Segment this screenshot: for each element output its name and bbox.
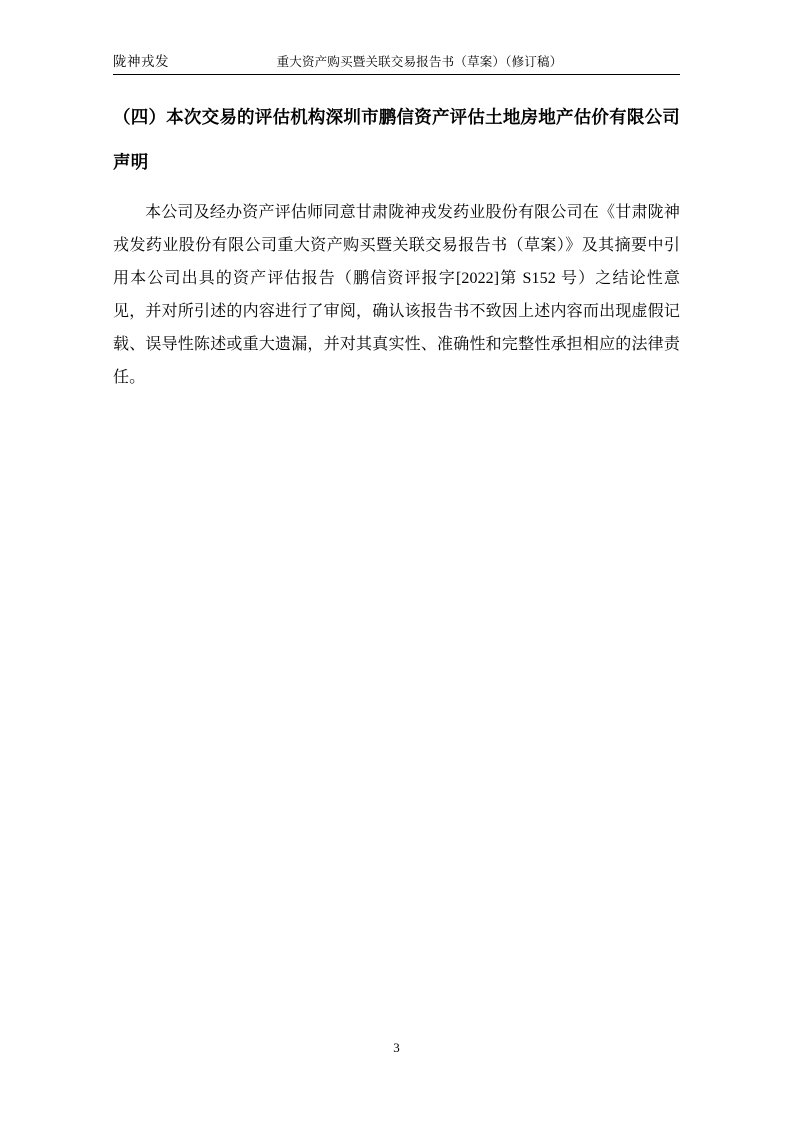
page-number: 3	[393, 1040, 400, 1055]
header-company-name: 陇神戎发	[113, 54, 169, 69]
page-header	[113, 50, 680, 70]
header-document-title: 重大资产购买暨关联交易报告书（草案）（修订稿）	[276, 55, 563, 69]
section-heading: （四）本次交易的评估机构深圳市鹏信资产评估土地房地产估价有限公司声明	[113, 108, 680, 173]
page-content	[113, 96, 680, 394]
header-divider	[113, 74, 680, 75]
body-paragraph: 本公司及经办资产评估师同意甘肃陇神戎发药业股份有限公司在《甘肃陇神戎发药业股份有限公司重大资产购买暨关联交易报告书（草案）》及其摘要中引用本公司出具的资产评估报告（鹏信资评报字[2022]第 S152 号）之结论性意见，并对所引述的内容进行了审阅，确认该报告书不致因上述内容而出现虚假记载、误导性陈述或重大遗漏，并对其真实性、准确性和完整性承担相应的法律责任。	[113, 204, 680, 386]
